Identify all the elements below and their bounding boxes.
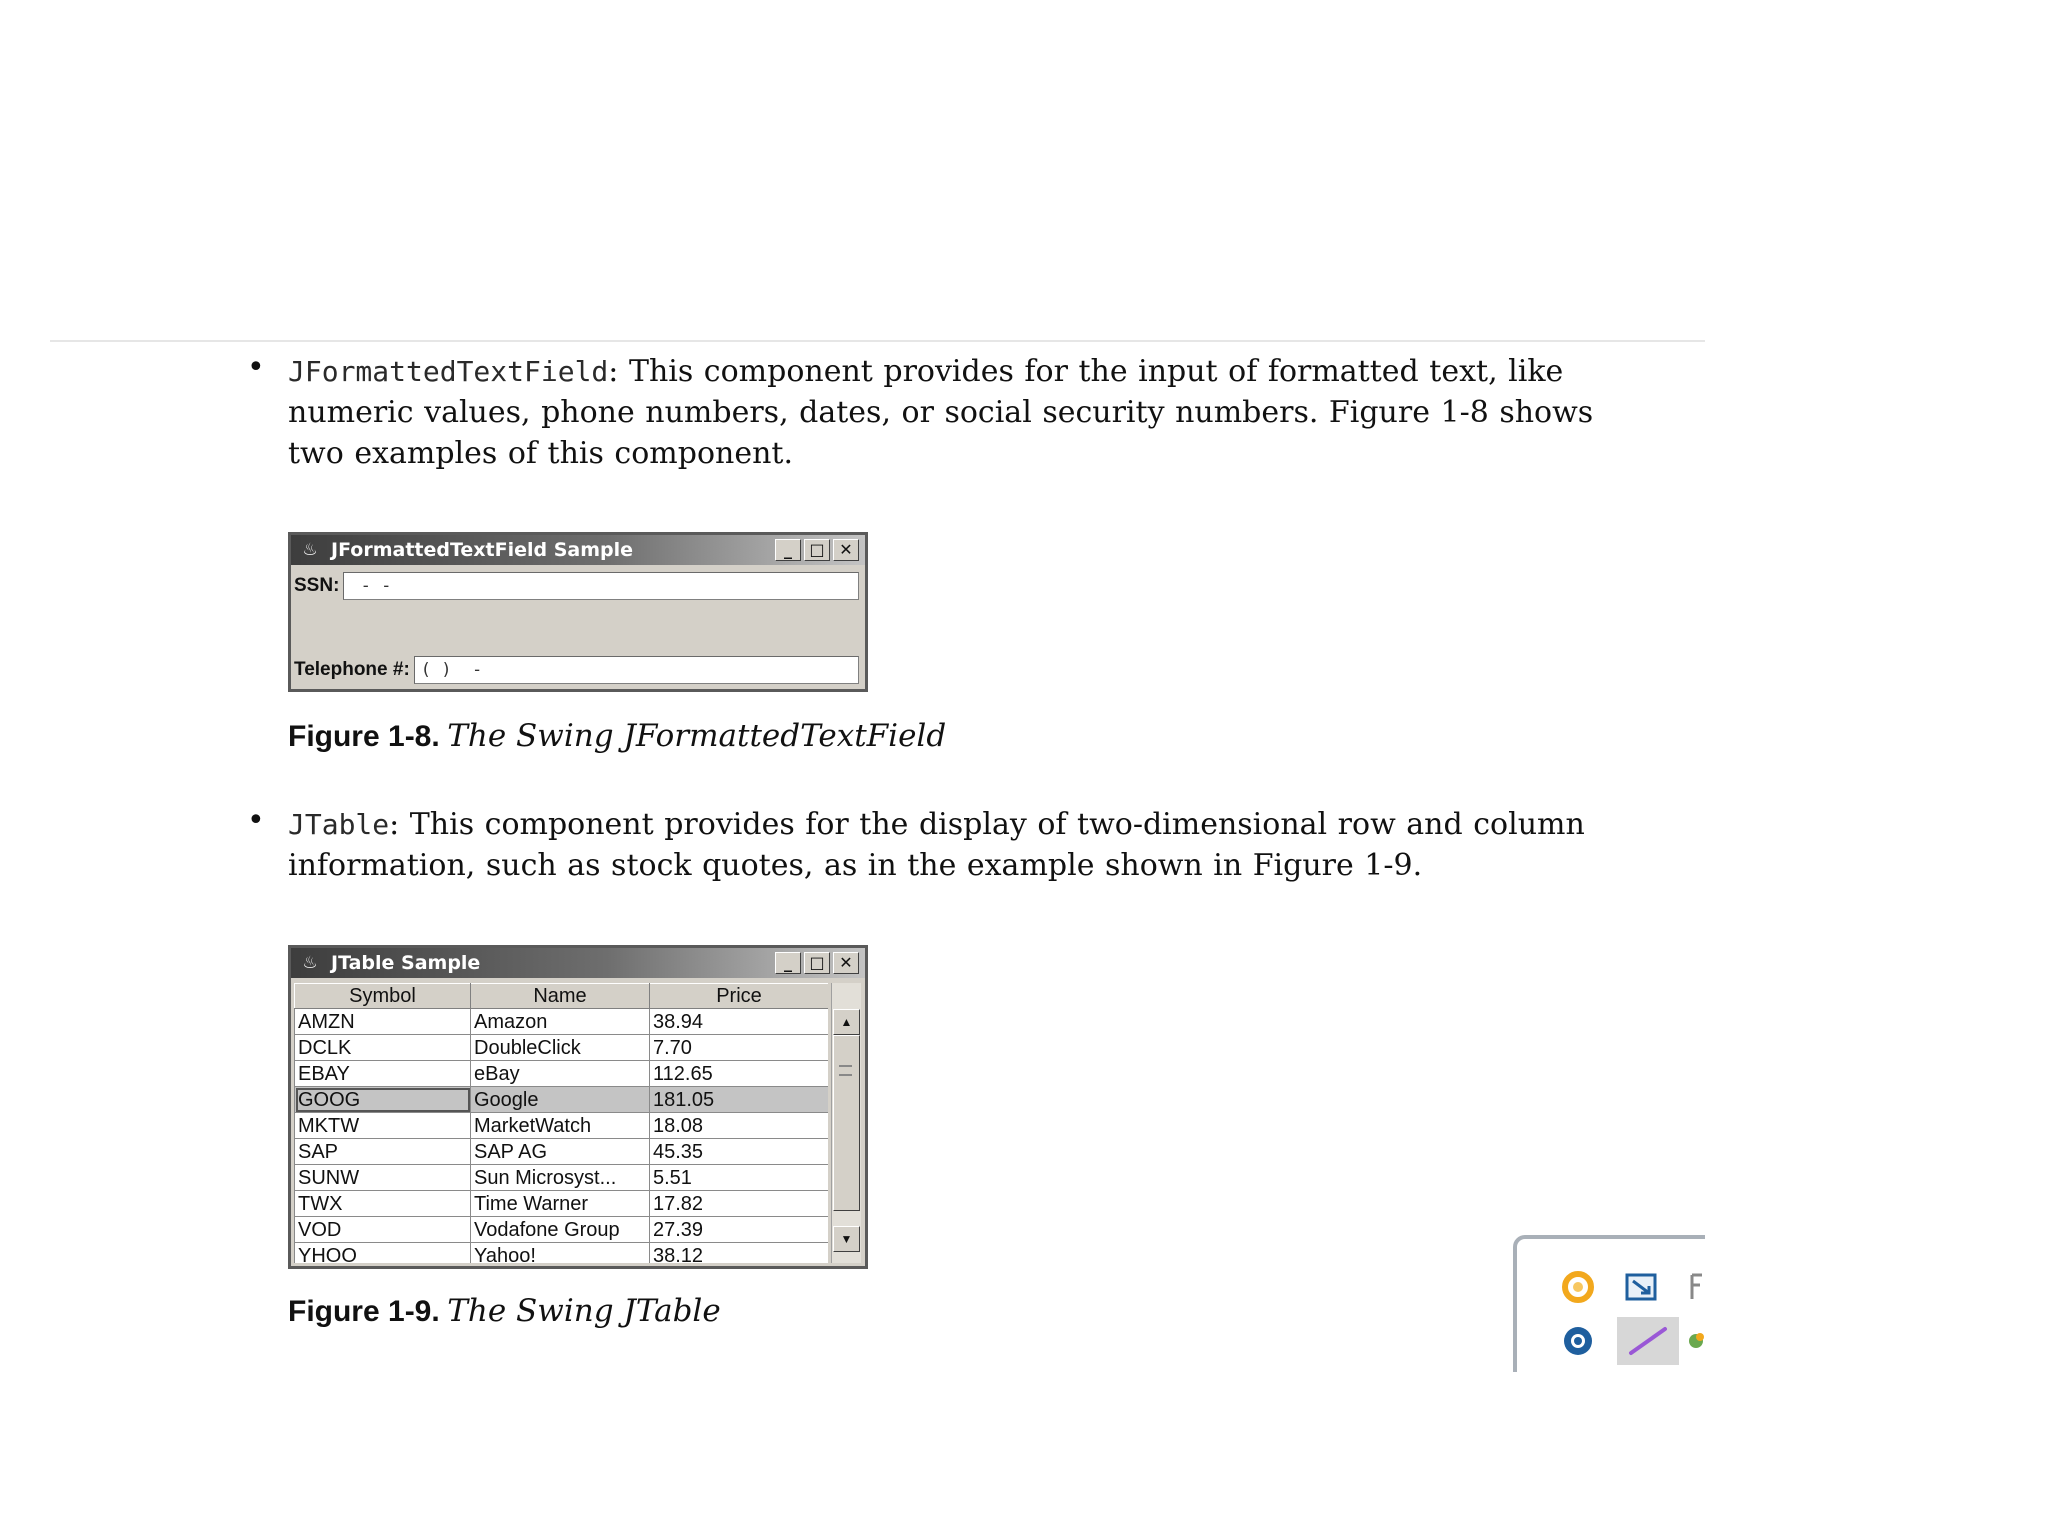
orange-ring-icon[interactable] bbox=[1560, 1269, 1596, 1305]
stock-table bbox=[294, 983, 828, 1263]
cell-symbol[interactable]: EBAY bbox=[295, 1061, 471, 1087]
close-button[interactable]: ✕ bbox=[833, 539, 859, 561]
cell-symbol[interactable]: VOD bbox=[295, 1217, 471, 1243]
cell-name[interactable]: eBay bbox=[471, 1061, 650, 1087]
figure-9-number: Figure 1-9. bbox=[288, 1295, 440, 1328]
record-icon[interactable] bbox=[1560, 1323, 1596, 1359]
ssn-row bbox=[294, 572, 859, 600]
telephone-label: Telephone #: bbox=[294, 659, 410, 680]
selection-tool-icon[interactable] bbox=[1623, 1269, 1659, 1305]
cell-name[interactable]: Vodafone Group bbox=[471, 1217, 650, 1243]
figure-9-caption bbox=[288, 1293, 721, 1329]
figure-8-number: Figure 1-8. bbox=[288, 720, 440, 753]
table-row[interactable] bbox=[295, 1035, 829, 1061]
java-cup-icon: ♨ bbox=[302, 540, 318, 560]
ftf-window-title: JFormattedTextField Sample bbox=[331, 539, 634, 561]
ftf-window-controls bbox=[775, 539, 859, 561]
cell-name[interactable]: SAP AG bbox=[471, 1139, 650, 1165]
paragraph-jformattedtextfield bbox=[288, 351, 1708, 474]
jformattedtextfield-window bbox=[288, 532, 868, 692]
cell-name[interactable]: Sun Microsyst... bbox=[471, 1165, 650, 1191]
crop-mask-bottom bbox=[0, 1372, 2048, 1536]
ssn-input[interactable]: - - bbox=[343, 572, 859, 600]
cell-price[interactable]: 181.05 bbox=[650, 1087, 829, 1113]
cell-name[interactable]: DoubleClick bbox=[471, 1035, 650, 1061]
close-button[interactable]: ✕ bbox=[833, 952, 859, 974]
figure-9-title: The Swing JTable bbox=[447, 1293, 721, 1329]
cell-price[interactable]: 7.70 bbox=[650, 1035, 829, 1061]
java-cup-icon: ♨ bbox=[302, 953, 318, 973]
para1-line3: two examples of this component. bbox=[288, 436, 793, 471]
cell-price[interactable]: 45.35 bbox=[650, 1139, 829, 1165]
table-vertical-scrollbar[interactable] bbox=[831, 983, 861, 1263]
maximize-button[interactable]: □ bbox=[804, 539, 830, 561]
cell-symbol[interactable]: SAP bbox=[295, 1139, 471, 1165]
column-header-price[interactable]: Price bbox=[650, 984, 829, 1009]
scrollbar-thumb[interactable] bbox=[833, 1035, 860, 1211]
ftf-titlebar[interactable] bbox=[291, 535, 865, 565]
minimize-button[interactable]: _ bbox=[775, 952, 801, 974]
table-row[interactable] bbox=[295, 1061, 829, 1087]
telephone-input[interactable]: ( ) - bbox=[414, 656, 859, 684]
code-jtable: JTable bbox=[288, 808, 390, 841]
ssn-label: SSN: bbox=[294, 575, 340, 596]
cell-price[interactable]: 18.08 bbox=[650, 1113, 829, 1139]
cell-price[interactable]: 27.39 bbox=[650, 1217, 829, 1243]
cell-symbol[interactable]: AMZN bbox=[295, 1009, 471, 1035]
cell-name[interactable]: Time Warner bbox=[471, 1191, 650, 1217]
cell-symbol[interactable]: YHOO bbox=[295, 1243, 471, 1264]
cell-name[interactable]: Amazon bbox=[471, 1009, 650, 1035]
cell-price[interactable]: 38.94 bbox=[650, 1009, 829, 1035]
para2-line2: information, such as stock quotes, as in the example shown in Figure 1-9. bbox=[288, 848, 1423, 883]
cell-symbol[interactable]: TWX bbox=[295, 1191, 471, 1217]
para1-line2: numeric values, phone numbers, dates, or social security numbers. Figure 1-8 shows bbox=[288, 395, 1594, 430]
scrollbar-grip-icon bbox=[839, 1065, 852, 1076]
table-row[interactable] bbox=[295, 1191, 829, 1217]
table-row[interactable] bbox=[295, 1113, 829, 1139]
cell-name[interactable]: Yahoo! bbox=[471, 1243, 650, 1264]
column-header-symbol[interactable]: Symbol bbox=[295, 984, 471, 1009]
cell-name[interactable]: MarketWatch bbox=[471, 1113, 650, 1139]
table-header-row bbox=[295, 984, 829, 1009]
table-row[interactable] bbox=[295, 1217, 829, 1243]
bullet-1: • bbox=[247, 350, 265, 385]
table-row[interactable] bbox=[295, 1139, 829, 1165]
telephone-row bbox=[294, 656, 859, 684]
scroll-up-arrow-icon[interactable]: ▲ bbox=[833, 1009, 860, 1035]
table-row-selected[interactable] bbox=[295, 1087, 829, 1113]
pen-tool-icon[interactable] bbox=[1617, 1317, 1679, 1365]
para2-line1-text: : This component provides for the display of two-dimensional row and column bbox=[389, 807, 1585, 842]
minimize-button[interactable]: _ bbox=[775, 539, 801, 561]
cell-price[interactable]: 112.65 bbox=[650, 1061, 829, 1087]
maximize-button[interactable]: □ bbox=[804, 952, 830, 974]
table-row[interactable] bbox=[295, 1243, 829, 1264]
bullet-2: • bbox=[247, 803, 265, 838]
table-viewport bbox=[294, 983, 828, 1263]
cell-symbol[interactable]: MKTW bbox=[295, 1113, 471, 1139]
crop-mask-right bbox=[1705, 0, 2048, 1536]
cell-name[interactable]: Google bbox=[471, 1087, 650, 1113]
figure-8-title: The Swing JFormattedTextField bbox=[447, 718, 947, 754]
jtable-window-title: JTable Sample bbox=[331, 952, 481, 974]
cell-price[interactable]: 17.82 bbox=[650, 1191, 829, 1217]
paragraph-jtable bbox=[288, 804, 1708, 886]
code-jformattedtextfield: JFormattedTextField bbox=[288, 355, 609, 388]
column-header-name[interactable]: Name bbox=[471, 984, 650, 1009]
jtable-window-controls bbox=[775, 952, 859, 974]
cell-symbol[interactable]: GOOG bbox=[295, 1087, 471, 1113]
jtable-window bbox=[288, 945, 868, 1269]
figure-8-caption bbox=[288, 718, 946, 754]
cell-symbol[interactable]: SUNW bbox=[295, 1165, 471, 1191]
cell-price[interactable]: 5.51 bbox=[650, 1165, 829, 1191]
scroll-down-arrow-icon[interactable]: ▼ bbox=[833, 1226, 860, 1252]
para2-line1 bbox=[288, 804, 1708, 845]
para1-line1 bbox=[288, 351, 1708, 392]
table-row[interactable] bbox=[295, 1009, 829, 1035]
jtable-titlebar[interactable] bbox=[291, 948, 865, 978]
table-row[interactable] bbox=[295, 1165, 829, 1191]
cell-symbol[interactable]: DCLK bbox=[295, 1035, 471, 1061]
para1-line1-text: : This component provides for the input of formatted text, like bbox=[608, 354, 1564, 389]
cell-price[interactable]: 38.12 bbox=[650, 1243, 829, 1264]
top-divider bbox=[50, 340, 1705, 342]
